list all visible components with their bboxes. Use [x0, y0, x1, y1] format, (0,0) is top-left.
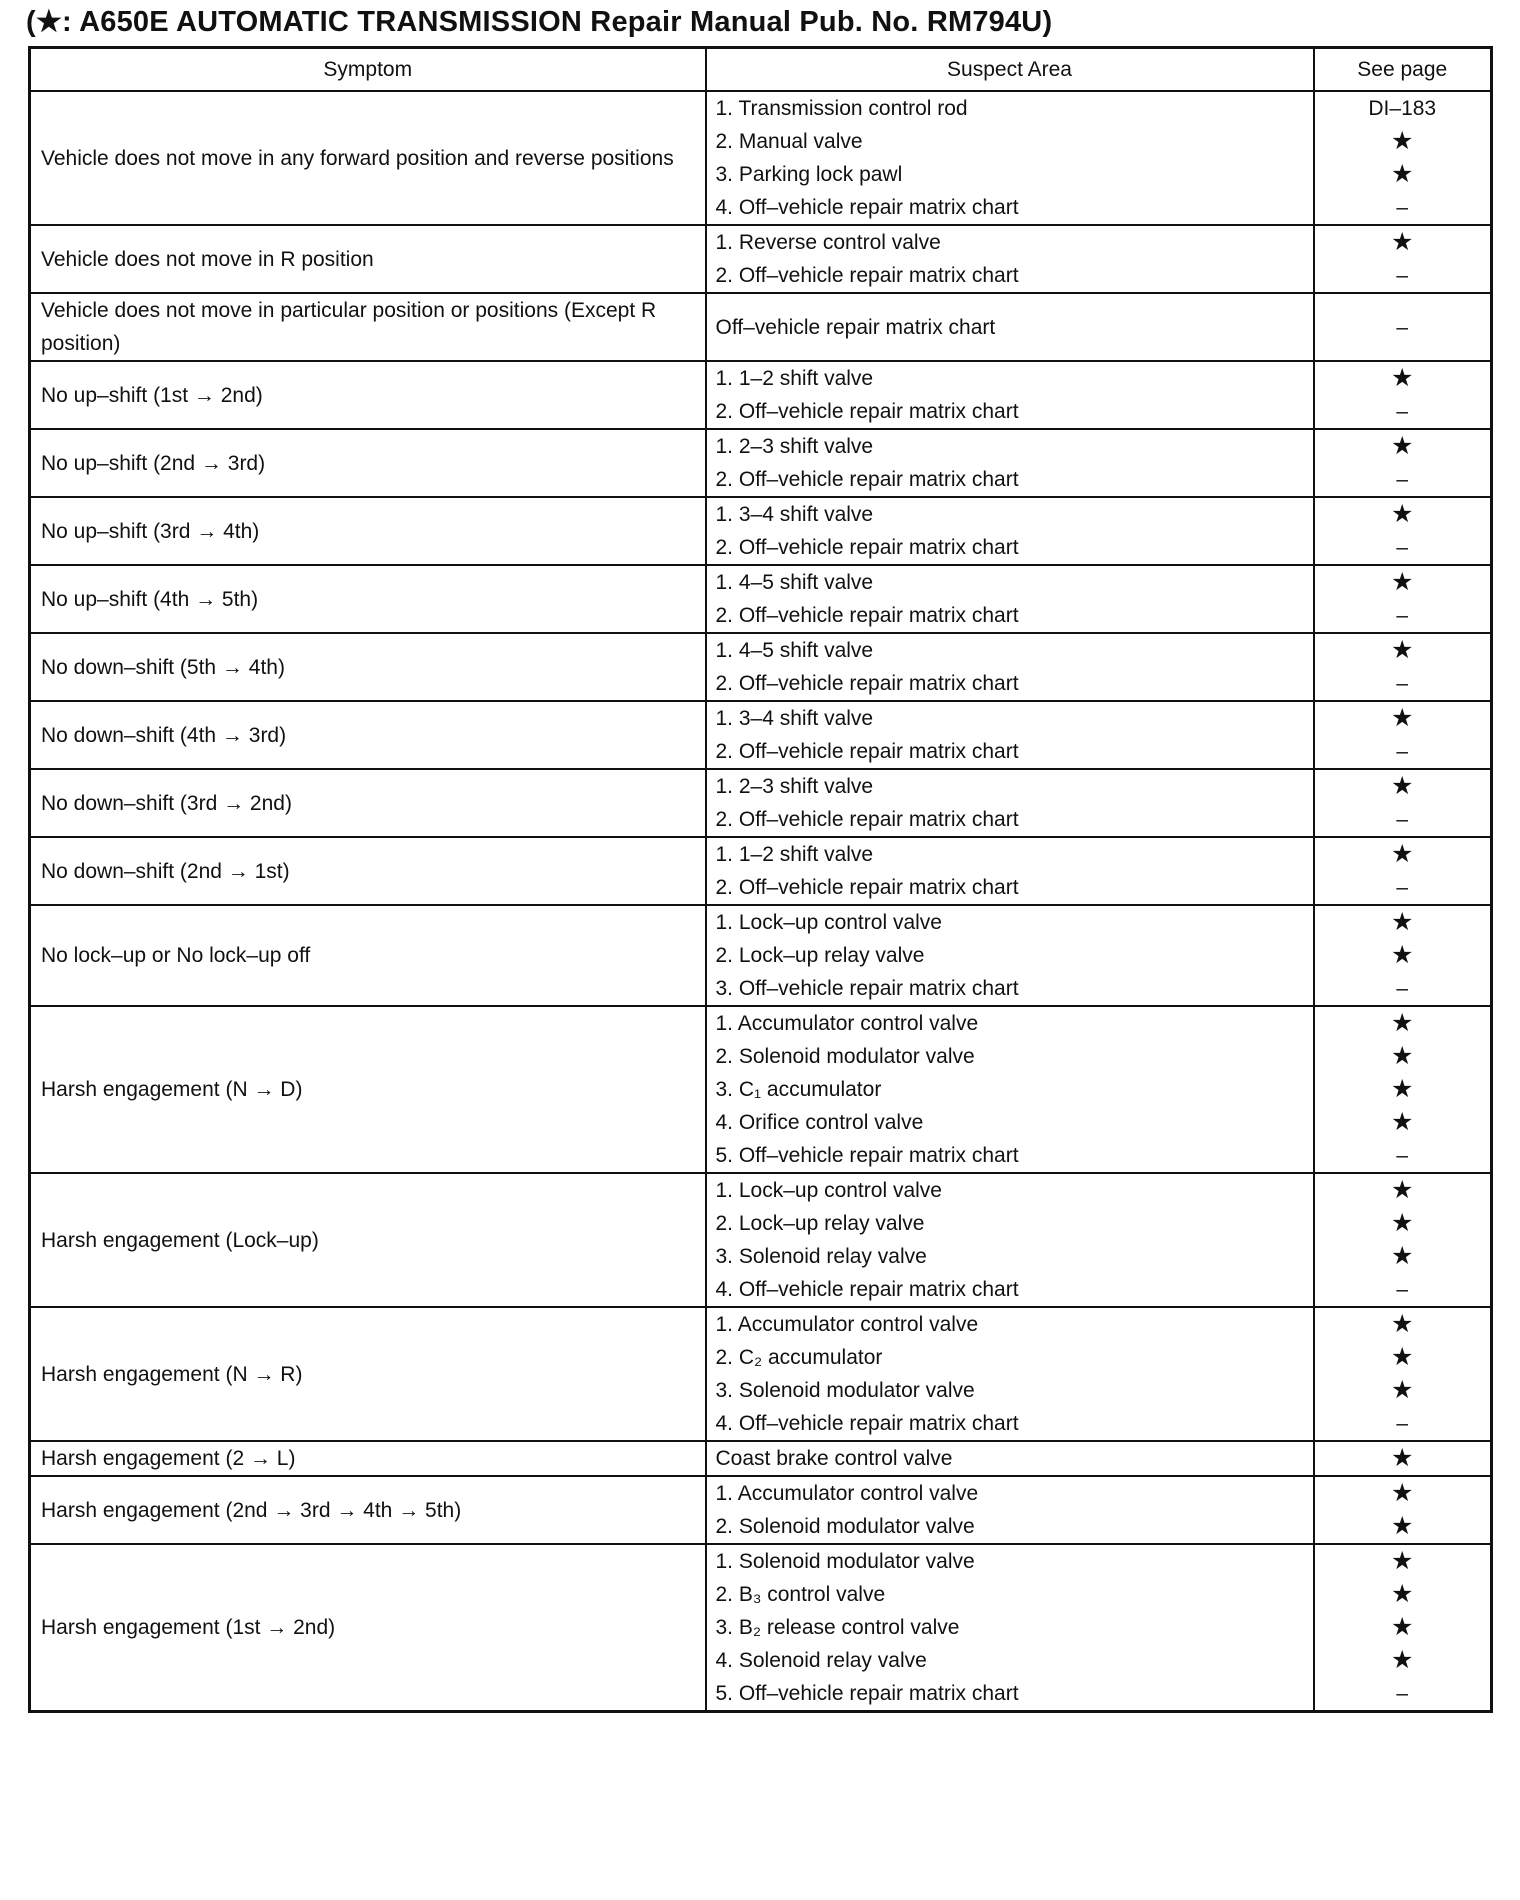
see-page-cell	[1314, 1006, 1492, 1173]
dash-marker: –	[1396, 740, 1409, 763]
suspect-area-item: 2. Lock–up relay valve	[715, 944, 925, 967]
see-page-cell	[1314, 497, 1492, 565]
star-icon: ★	[1391, 1444, 1414, 1472]
suspect-area-item: 5. Off–vehicle repair matrix chart	[715, 1682, 1019, 1705]
symptom-cell: Harsh engagement (N → R)	[30, 1307, 706, 1441]
star-icon: ★	[1391, 1075, 1414, 1103]
dash-marker: –	[1396, 808, 1409, 831]
symptom-cell: No down–shift (4th → 3rd)	[30, 701, 706, 769]
suspect-area-item: 1. 3–4 shift valve	[715, 503, 874, 526]
dash-marker: –	[1396, 400, 1409, 423]
suspect-area-cell	[706, 633, 1314, 701]
star-icon: ★	[1391, 1242, 1414, 1270]
table-row	[30, 1006, 1492, 1173]
suspect-area-item: 1. Reverse control valve	[715, 231, 941, 254]
page-title: (★: A650E AUTOMATIC TRANSMISSION Repair Manual Pub. No. RM794U)	[26, 6, 1053, 38]
suspect-area-item: 2. B₃ control valve	[715, 1583, 886, 1606]
suspect-area-item: 1. 1–2 shift valve	[715, 367, 874, 390]
suspect-area-item: 4. Off–vehicle repair matrix chart	[715, 1278, 1019, 1301]
see-page-cell	[1314, 361, 1492, 429]
suspect-area-item: 2. Off–vehicle repair matrix chart	[715, 740, 1019, 763]
suspect-area-item: 2. Off–vehicle repair matrix chart	[715, 672, 1019, 695]
suspect-area-item: 3. B₂ release control valve	[715, 1616, 960, 1639]
table-body	[30, 91, 1492, 1712]
table-row	[30, 1544, 1492, 1712]
star-icon: ★	[1391, 1613, 1414, 1641]
troubleshooting-table	[28, 46, 1493, 1713]
star-icon: ★	[1391, 704, 1414, 732]
suspect-area-item: 4. Orifice control valve	[715, 1111, 924, 1134]
star-icon: ★	[1391, 1580, 1414, 1608]
dash-marker: –	[1396, 1278, 1409, 1301]
table-row	[30, 1307, 1492, 1441]
star-icon: ★	[1391, 1547, 1414, 1575]
suspect-area-item: 1. Transmission control rod	[715, 97, 968, 120]
symptom-cell: No lock–up or No lock–up off	[30, 905, 706, 1006]
see-page-cell	[1314, 905, 1492, 1006]
dash-marker: –	[1396, 1144, 1409, 1167]
suspect-area-item: 5. Off–vehicle repair matrix chart	[715, 1144, 1019, 1167]
dash-marker: –	[1396, 876, 1409, 899]
dash-marker: –	[1396, 1412, 1409, 1435]
symptom-cell: No up–shift (1st → 2nd)	[30, 361, 706, 429]
see-page-cell	[1314, 1307, 1492, 1441]
suspect-area-item: 4. Off–vehicle repair matrix chart	[715, 1412, 1019, 1435]
suspect-area-item: Off–vehicle repair matrix chart	[715, 315, 996, 339]
suspect-area-item: 3. C₁ accumulator	[715, 1078, 882, 1101]
suspect-area-cell	[706, 293, 1314, 361]
dash-marker: –	[1396, 196, 1409, 219]
suspect-area-item: 2. Off–vehicle repair matrix chart	[715, 468, 1019, 491]
table-row	[30, 225, 1492, 293]
symptom-cell: Vehicle does not move in any forward position and reverse positions	[30, 91, 706, 225]
star-icon: ★	[1391, 1108, 1414, 1136]
table-row	[30, 701, 1492, 769]
suspect-area-cell	[706, 905, 1314, 1006]
suspect-area-item: 2. Off–vehicle repair matrix chart	[715, 876, 1019, 899]
star-icon: ★	[1391, 1042, 1414, 1070]
suspect-area-item: 2. Manual valve	[715, 130, 863, 153]
suspect-area-item: 1. Lock–up control valve	[715, 911, 942, 934]
suspect-area-item: 2. Off–vehicle repair matrix chart	[715, 536, 1019, 559]
suspect-area-cell	[706, 361, 1314, 429]
suspect-area-cell	[706, 1006, 1314, 1173]
suspect-area-column-header: Suspect Area	[706, 48, 1314, 92]
symptom-column-header: Symptom	[30, 48, 706, 92]
suspect-area-item: 1. Accumulator control valve	[715, 1012, 979, 1035]
star-icon: ★	[1391, 500, 1414, 528]
star-icon: ★	[1391, 772, 1414, 800]
suspect-area-item: 3. Off–vehicle repair matrix chart	[715, 977, 1019, 1000]
star-icon: ★	[1391, 1176, 1414, 1204]
dash-marker: –	[1396, 604, 1409, 627]
suspect-area-item: 1. 2–3 shift valve	[715, 775, 874, 798]
dash-marker: –	[1396, 264, 1409, 287]
table-row	[30, 361, 1492, 429]
star-icon: ★	[1391, 568, 1414, 596]
suspect-area-item: 2. Off–vehicle repair matrix chart	[715, 264, 1019, 287]
suspect-area-cell	[706, 1307, 1314, 1441]
suspect-area-cell	[706, 565, 1314, 633]
table-row	[30, 1441, 1492, 1476]
star-icon: ★	[1391, 1343, 1414, 1371]
table-row	[30, 429, 1492, 497]
suspect-area-item: 1. 3–4 shift valve	[715, 707, 874, 730]
see-page-cell	[1314, 1544, 1492, 1712]
symptom-cell: Harsh engagement (2nd → 3rd → 4th → 5th)	[30, 1476, 706, 1544]
suspect-area-cell	[706, 1173, 1314, 1307]
suspect-area-item: 2. C₂ accumulator	[715, 1346, 883, 1369]
suspect-area-item: 1. Accumulator control valve	[715, 1482, 979, 1505]
table-row	[30, 91, 1492, 225]
suspect-area-cell	[706, 497, 1314, 565]
see-page-cell	[1314, 1476, 1492, 1544]
star-icon: ★	[1391, 1376, 1414, 1404]
table-row	[30, 905, 1492, 1006]
symptom-cell: No up–shift (4th → 5th)	[30, 565, 706, 633]
symptom-cell: Harsh engagement (2 → L)	[30, 1441, 706, 1476]
suspect-area-item: 2. Off–vehicle repair matrix chart	[715, 400, 1019, 423]
table-row	[30, 293, 1492, 361]
suspect-area-item: 4. Off–vehicle repair matrix chart	[715, 196, 1019, 219]
dash-marker: –	[1396, 468, 1409, 491]
symptom-cell: Vehicle does not move in particular position or positions (Except R position)	[30, 293, 706, 361]
suspect-area-item: 2. Off–vehicle repair matrix chart	[715, 808, 1019, 831]
dash-marker: –	[1396, 315, 1409, 339]
suspect-area-item: 2. Solenoid modulator valve	[715, 1515, 975, 1538]
star-icon: ★	[1391, 432, 1414, 460]
symptom-cell: Harsh engagement (1st → 2nd)	[30, 1544, 706, 1712]
see-page-cell	[1314, 633, 1492, 701]
suspect-area-item: Coast brake control valve	[715, 1447, 953, 1470]
symptom-cell: Harsh engagement (N → D)	[30, 1006, 706, 1173]
star-icon: ★	[1391, 1646, 1414, 1674]
see-page-cell	[1314, 91, 1492, 225]
star-icon: ★	[1391, 1512, 1414, 1540]
table-row	[30, 633, 1492, 701]
see-page-cell	[1314, 429, 1492, 497]
see-page-cell	[1314, 225, 1492, 293]
symptom-cell: Vehicle does not move in R position	[30, 225, 706, 293]
suspect-area-item: 1. 4–5 shift valve	[715, 639, 874, 662]
suspect-area-cell	[706, 1441, 1314, 1476]
see-page-cell	[1314, 1441, 1492, 1476]
suspect-area-item: 3. Solenoid relay valve	[715, 1245, 927, 1268]
star-icon: ★	[1391, 908, 1414, 936]
suspect-area-item: 1. 1–2 shift valve	[715, 843, 874, 866]
star-icon: ★	[1391, 1209, 1414, 1237]
see-page-column-header: See page	[1314, 48, 1492, 92]
symptom-cell: No up–shift (2nd → 3rd)	[30, 429, 706, 497]
suspect-area-item: 2. Off–vehicle repair matrix chart	[715, 604, 1019, 627]
suspect-area-item: 3. Parking lock pawl	[715, 163, 903, 186]
suspect-area-item: 3. Solenoid modulator valve	[715, 1379, 975, 1402]
suspect-area-cell	[706, 701, 1314, 769]
suspect-area-cell	[706, 225, 1314, 293]
see-page-cell	[1314, 565, 1492, 633]
symptom-cell: No down–shift (2nd → 1st)	[30, 837, 706, 905]
table-row	[30, 1173, 1492, 1307]
star-icon: ★	[1391, 160, 1414, 188]
star-icon: ★	[1391, 228, 1414, 256]
suspect-area-item: 1. Accumulator control valve	[715, 1313, 979, 1336]
see-page-cell	[1314, 1173, 1492, 1307]
suspect-area-cell	[706, 769, 1314, 837]
suspect-area-cell	[706, 429, 1314, 497]
suspect-area-item: 1. 4–5 shift valve	[715, 571, 874, 594]
see-page-cell	[1314, 837, 1492, 905]
dash-marker: –	[1396, 1682, 1409, 1705]
suspect-area-cell	[706, 837, 1314, 905]
suspect-area-item: 1. Solenoid modulator valve	[715, 1550, 975, 1573]
suspect-area-item: 1. 2–3 shift valve	[715, 435, 874, 458]
table-row	[30, 1476, 1492, 1544]
dash-marker: –	[1396, 536, 1409, 559]
star-icon: ★	[1391, 941, 1414, 969]
suspect-area-item: 1. Lock–up control valve	[715, 1179, 942, 1202]
symptom-cell: Harsh engagement (Lock–up)	[30, 1173, 706, 1307]
see-page-cell	[1314, 701, 1492, 769]
star-icon: ★	[1391, 1009, 1414, 1037]
suspect-area-cell	[706, 1544, 1314, 1712]
see-page-cell	[1314, 769, 1492, 837]
suspect-area-cell	[706, 1476, 1314, 1544]
dash-marker: –	[1396, 977, 1409, 1000]
star-icon: ★	[1391, 636, 1414, 664]
star-icon: ★	[1391, 1479, 1414, 1507]
star-icon: ★	[1391, 1310, 1414, 1338]
star-icon: ★	[1391, 364, 1414, 392]
table-row	[30, 837, 1492, 905]
suspect-area-item: 2. Solenoid modulator valve	[715, 1045, 975, 1068]
symptom-cell: No down–shift (3rd → 2nd)	[30, 769, 706, 837]
dash-marker: –	[1396, 672, 1409, 695]
table-row	[30, 497, 1492, 565]
see-page-cell	[1314, 293, 1492, 361]
suspect-area-item: 4. Solenoid relay valve	[715, 1649, 927, 1672]
table-header-row	[30, 48, 1492, 92]
symptom-cell: No down–shift (5th → 4th)	[30, 633, 706, 701]
suspect-area-item: 2. Lock–up relay valve	[715, 1212, 925, 1235]
symptom-cell: No up–shift (3rd → 4th)	[30, 497, 706, 565]
table-row	[30, 769, 1492, 837]
star-icon: ★	[1391, 127, 1414, 155]
table-row	[30, 565, 1492, 633]
star-icon: ★	[1391, 840, 1414, 868]
suspect-area-cell	[706, 91, 1314, 225]
page-reference: DI–183	[1368, 97, 1437, 120]
